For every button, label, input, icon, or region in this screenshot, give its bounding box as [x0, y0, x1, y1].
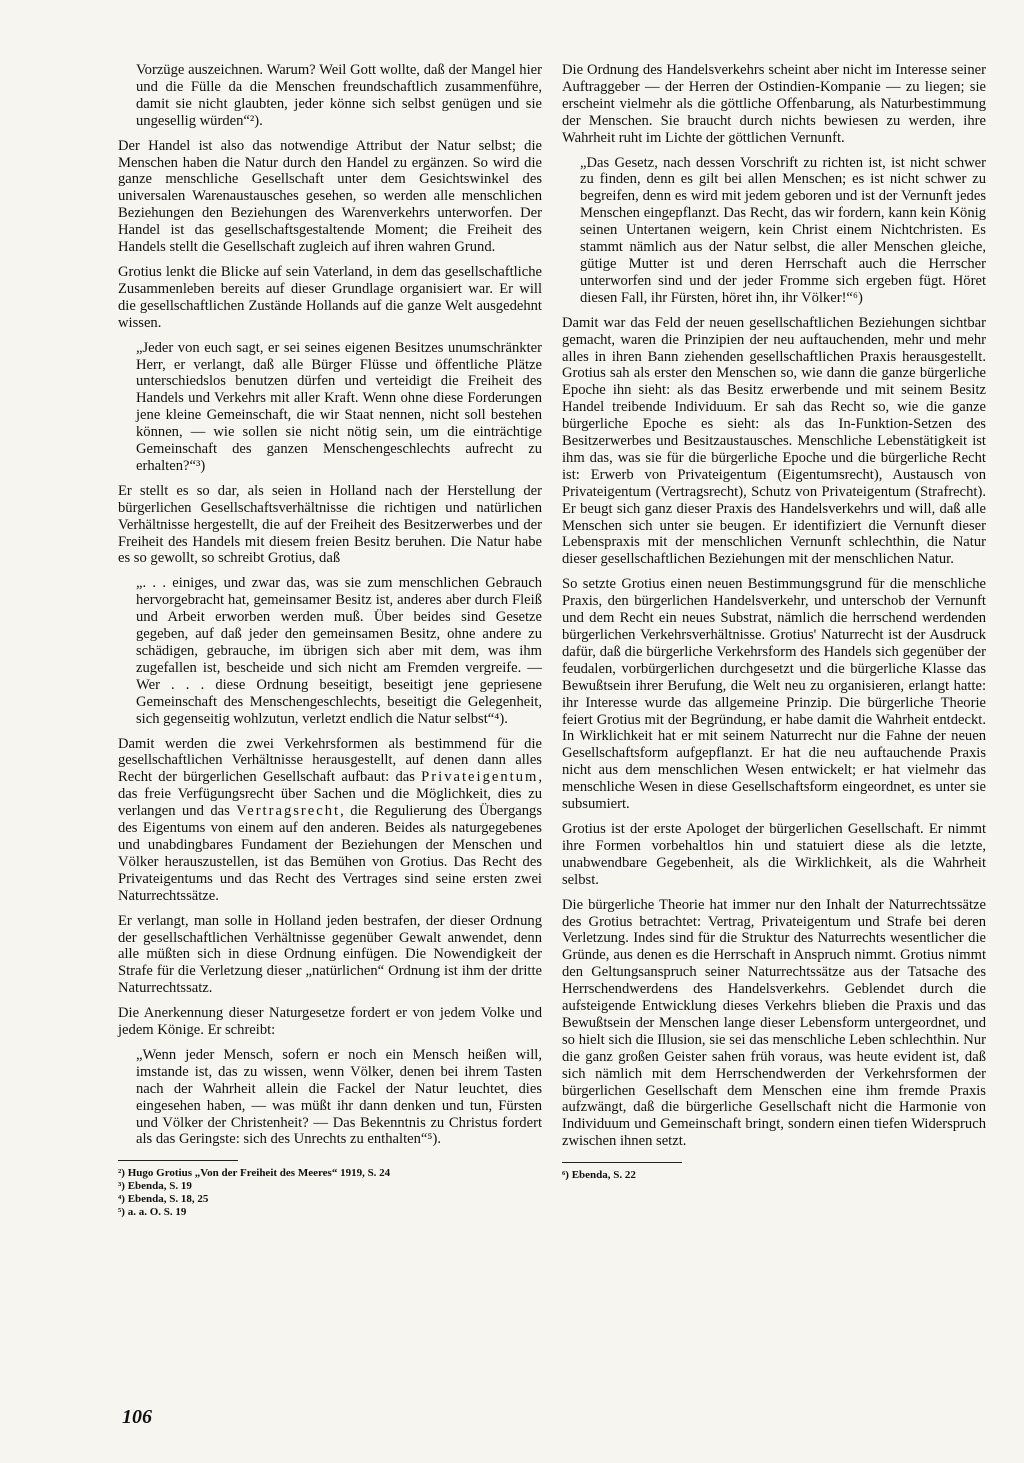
block-quote: „Das Gesetz, nach dessen Vorschrift zu richten ist, ist nicht schwer zu finden, denn es gilt bei allen Menschen; es ist nicht schwer zu begreifen, denn es wird mit jedem geboren und ist der Vernunft jedes Menschen eingepflanzt. Das Recht, das wir fordern, kann kein König seinen Untertanen weigern, kein Christ einem Nichtchristen. Es stammt nämlich aus der Natur selbst, die aller Menschen gleiche, gütige Mutter ist und deren Herrschaft auch die Herrscher unterworfen sind und der jeder Fromme sich ergeben fügt. Höret diesen Fall, ihr Fürsten, höret ihn, ihr Völker!“⁶) — [580, 154, 986, 306]
left-column — [118, 62, 542, 1219]
paragraph: Er verlangt, man solle in Holland jeden bestrafen, der dieser Ordnung der gesellschaftlichen Verhältnisse gegenüber Gewalt anwendet, denn alle müßten sich in diese Ordnung einfügen. Die Nowendigkeit der Strafe für die Verletzung dieser „natürlichen“ Ordnung ist ihm der dritte Naturrechtssatz. — [118, 912, 542, 997]
paragraph: Der Handel ist also das notwendige Attribut der Natur selbst; die Menschen haben die Natur durch den Handel zu ergänzen. So wird die ganze menschliche Gesellschaft unter dem Gesichtswinkel des universalen Warenaustausches gesehen, so werden alle menschlichen Beziehungen den Beziehungen des Warenverkehrs unterworfen. Der Handel ist das gesellschaftsgestaltende Moment; die Freiheit des Handels stellt die Gesellschaft zugleich auf ihren wahren Grund. — [118, 137, 542, 256]
block-quote: „Wenn jeder Mensch, sofern er noch ein Mensch heißen will, imstande ist, das zu wissen, wenn Völker, denen bei ihrem Tasten nach der Wahrheit allein die Fackel der Natur leuchtet, dies eingesehen haben, — was müßt ihr dann denken und tun, Fürsten und Völker der Christenheit? — Das Bekenntnis zu Christus fordert als das Geringste: sich des Unrechts zu enthalten“⁵). — [136, 1046, 542, 1148]
footnote-rule — [562, 1162, 682, 1163]
paragraph-vertragsrecht: Damit werden die zwei Verkehrsformen als bestimmend für die gesellschaftlichen Verhältnisse herausgestellt, auf denen dann alles Recht der bürgerlichen Gesellschaft aufbaut: das Privateigentum, das freie Verfügungsrecht über Sachen und die Möglichkeit, dies zu verlangen und das Vertragsrecht, die Regulierung des Übergangs des Eigentums von einem auf den anderen. Beides als naturgegebenes und unabdingbares Fundament der Beziehungen der Menschen und Völker herauszustellen, ist das Bemühen von Grotius. Das Recht des Privateigentums und das Recht des Vertrages sind seine ersten zwei Naturrechtssätze. — [118, 735, 543, 904]
spaced-term-privateigentum: Privateigentum — [421, 769, 539, 786]
footnote-rule — [118, 1160, 238, 1161]
page-number: 106 — [122, 1406, 152, 1428]
block-quote: „Jeder von euch sagt, er sei seines eigenen Besitzes unumschränkter Herr, er verlangt, daß alle Bürger Flüsse und öffentliche Plätze unterschiedslos benutzen dürfen und verteidigt die Freiheit des Handels und Verkehrs mit aller Kraft. Wenn ohne diese Forderungen jene kleine Gemeinschaft, die wir Staat nennen, nicht soll bestehen können, — wie sollen sie nicht nötig sein, um die einträchtige Gemeinschaft des ganzen Menschengeschlechts aufrecht zu erhalten?“³) — [136, 339, 542, 474]
paragraph: Damit war das Feld der neuen gesellschaftlichen Beziehungen sichtbar gemacht, waren die Prinzipien der neu auftauchenden, mehr und mehr alles in ihren Bann ziehenden gesellschaftlichen Praxis herausgestellt. Grotius sah als erster den Menschen so, wie dann die ganze bürgerliche Epoche ihn sieht: als das Besitz erwerbende und mit seinem Besitz Handel treibende Individuum. Er sah das Recht so, wie die ganze bürgerliche Epoche es sieht: als das In-Funktion-Setzen des Besitzerwerbes und Besitzaustausches. Menschliche Lebenstätigkeit ist ihm das, was sie für die bürgerliche Epoche und die bürgerliche Recht ist: Erwerb von Privateigentum (Eigentumsrecht), Austausch von Privateigentum (Vertragsrecht), Schutz von Privateigentum (Strafrecht). Er beugt sich ganz dieser Praxis des Handelsverkehrs und will, daß alle Menschen sich unter sie beugen. Er identifiziert die Vernunft dieser Lebenspraxis mit der menschlichen Vernunft schlechthin, die Natur dieser gesellschaftlichen Beziehungen mit der menschlichen Natur. — [562, 314, 986, 568]
paragraph: Grotius lenkt die Blicke auf sein Vaterland, in dem das gesellschaftliche Zusammenleben bereits auf dieser Grundlage organisiert war. Er will die gesellschaftlichen Zustände Hollands auf die ganze Welt ausgedehnt wissen. — [118, 263, 542, 331]
footnote: ⁴) Ebenda, S. 18, 25 — [118, 1193, 209, 1206]
paragraph: Die Ordnung des Handelsverkehrs scheint aber nicht im Interesse seiner Auftraggeber — der Herren der Ostindien-Kompanie — zu liegen; sie erscheint vielmehr als die göttliche Offenbarung, als Naturbestimmung der Menschen. Sie braucht durch nichts bewiesen zu werden, ihre Wahrheit ruht im Lichte der göttlichen Vernunft. — [562, 62, 986, 146]
paragraph: Die bürgerliche Theorie hat immer nur den Inhalt der Naturrechtssätze des Grotius betrachtet: Vertrag, Privateigentum und Strafe bei deren Verletzung. Indes sind für die Struktur des Naturrechts wesentlicher die Gründe, aus denen es die Herrschaft in Anspruch nimmt. Grotius nimmt den Geltungsanspruch seiner Naturrechtssätze aus der Tatsache des Herrschendwerdens des Handelsverkehrs. Geblendet durch die aufsteigende Entwicklung dieses Verkehrs blieben die Praxis und das Bewußtsein der Menschen lange dieser Lebensform untergeordnet, und so hielt sich die Illusion, sie sei das menschliche Leben schlechthin. Nur die ganz großen Geister sahen früh voraus, was heute evident ist, daß sich nämlich mit dem Herrschendwerden der Verkehrsformen der bürgerlichen Gesellschaft dem Menschen eine ihm fremde Praxis aufzwängt, daß die bürgerliche Gesellschaft nicht die Harmonie von Individuum und Gemeinschaft bringt, sondern einen tiefen Widerspruch zwischen ihnen setzt. — [562, 896, 986, 1150]
paragraph: Die Anerkennung dieser Naturgesetze fordert er von jedem Volke und jedem Könige. Er schreibt: — [118, 1005, 542, 1039]
footnote: ³) Ebenda, S. 19 — [118, 1180, 192, 1193]
paragraph: Grotius ist der erste Apologet der bürgerlichen Gesellschaft. Er nimmt ihre Formen vorbehaltlos hin und statuiert diese als die letzte, unabwendbare Gegebenheit, als die Wirklichkeit, als die Wahrheit selbst. — [562, 820, 986, 888]
right-column — [562, 62, 986, 1182]
paragraph: Er stellt es so dar, als seien in Holland nach der Herstellung der bürgerlichen Gesellschaftsverhältnisse die richtigen und natürlichen Verhältnisse hergestellt, die auf der Freiheit des Besitzerwerbes und der Freiheit des Handels mit diesem freien Besitz beruhen. Die Natur habe es so gewollt, so schreibt Grotius, daß — [118, 482, 542, 567]
paragraph: So setzte Grotius einen neuen Bestimmungsgrund für die menschliche Praxis, den bürgerlichen Handelsverkehr, und unterschob der Vernunft und dem Recht ein neues Substrat, nämlich die herrschend werdenden bürgerlichen Verkehrsverhältnisse. Grotius' Naturrecht ist der Ausdruck dafür, daß die bürgerliche Verkehrsform des Handels sich gegenüber der feudalen, vorbürgerlichen durchgesetzt und die bürgerliche Klasse das Bewußtsein ihrer Berufung, die Welt neu zu organisieren, erlangt hatte: ihr Interesse wurde das allgemeine Prinzip. Die bürgerliche Theorie feiert Grotius mit der Begründung, er habe damit die Wahrheit entdeckt. In Wirklichkeit hat er mit seinem Naturrecht nur die Fahne der neuen Gesellschaftsform aufgepflanzt. Er hat die neu auftauchende Praxis nicht aus dem menschlichen Wesen entwickelt; er hat vielmehr das menschliche Wesen in diese Gesellschaftsform eingeordnet, es unter sie subsumiert. — [562, 576, 986, 813]
block-quote: Vorzüge auszeichnen. Warum? Weil Gott wollte, daß der Mangel hier und die Fülle da die Menschen freundschaftlich zusammenführe, damit sie nicht glaubten, jeder könne sich selbst genügen und sie ungesellig würden“²). — [136, 62, 542, 129]
footnote: ²) Hugo Grotius „Von der Freiheit des Meeres“ 1919, S. 24 — [118, 1167, 391, 1180]
footnote: ⁶) Ebenda, S. 22 — [562, 1169, 636, 1182]
block-quote: „. . . einiges, und zwar das, was sie zum menschlichen Gebrauch hervorgebracht hat, gemeinsamer Besitz ist, anderes aber durch Fleiß und Arbeit erworben werden muß. Über beides sind Gesetze gegeben, auf daß jeder den gemeinsamen Besitz, ohne andere zu schädigen, gebrauche, im übrigen sich aber mit dem, was ihm zugefallen ist, bescheide und sich nicht am Fremden vergreife. — Wer . . . diese Ordnung beseitigt, beseitigt jene gepriesene Gemeinschaft des Menschengeschlechts, beseitigt die Gelegenheit, sich gegenseitig wohlzutun, verletzt endlich die Natur selbst“⁴). — [136, 575, 542, 727]
spaced-term-vertragsrecht: Vertragsrecht — [236, 803, 341, 820]
footnote: ⁵) a. a. O. S. 19 — [118, 1206, 187, 1219]
